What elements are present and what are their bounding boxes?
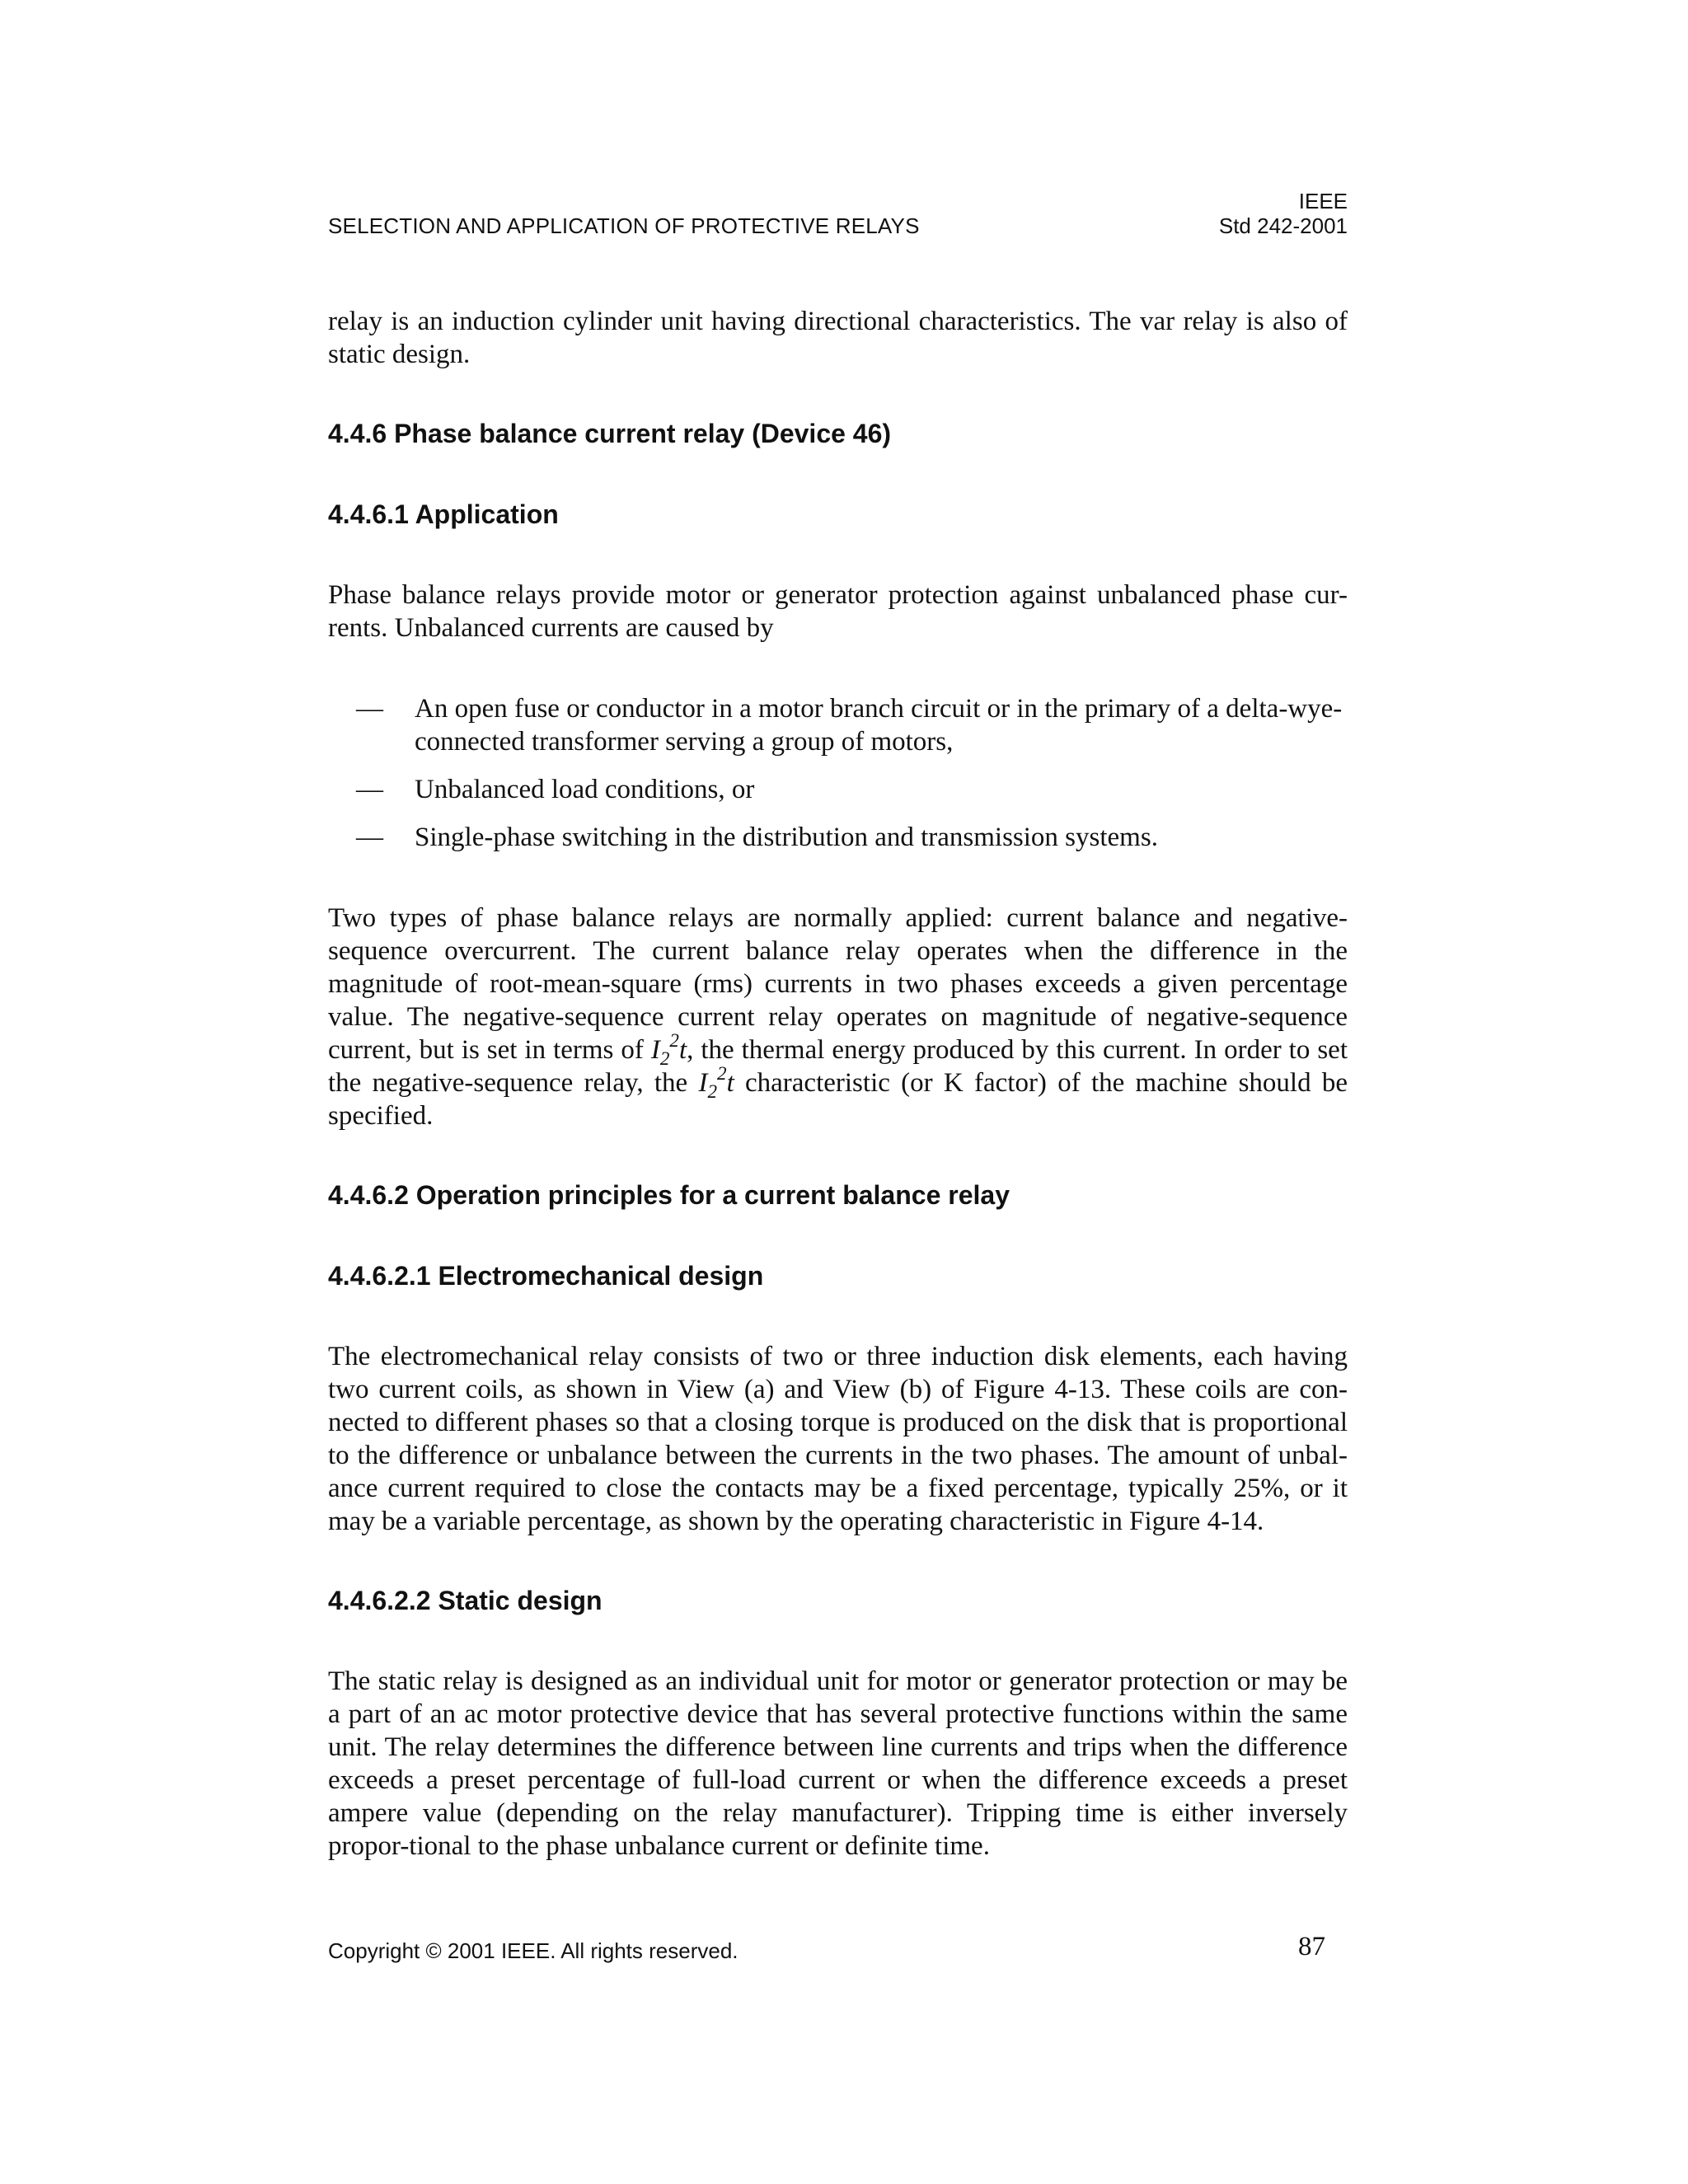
list-item (328, 773, 1348, 806)
application-paragraph: Phase balance relays provide motor or generator protection against unbalanced phase cur-rents. Unbalanced currents are caused by (328, 580, 1348, 643)
list-item-text: An open fuse or conductor in a motor branch circuit or in the primary of a delta-wye-connected transformer serving a group of motors, (415, 694, 1343, 757)
i2t-formula: $I_2^2t$ (650, 1029, 687, 1069)
section-4-4-6-heading: 4.4.6 Phase balance current relay (Device 46) (328, 419, 892, 448)
relay-types-text-a: Two types of phase balance relays are normally applied: current balance and negative-sequence overcurrent. The current balance relay operates when the difference in the magnitude of root-mean-square (rms) currents in two phases exceeds a given percentage value. The negative-sequence current relay operates on magnitude of negative-sequence current, but is set in terms of (328, 903, 1348, 1065)
bullet-dash: — (356, 775, 383, 804)
section-4-4-6-1-heading: 4.4.6.1 Application (328, 499, 559, 529)
section-4-4-6-2-2-heading: 4.4.6.2.2 Static design (328, 1586, 603, 1615)
intro-paragraph: relay is an induction cylinder unit having directional characteristics. The var relay is also of static design. (328, 307, 1348, 369)
relay-types-text-b: , the thermal energy produced by this current. In order to set the negative-sequence relay, the (328, 1035, 1348, 1098)
section-4-4-6-2-1-heading: 4.4.6.2.1 Electromechanical design (328, 1261, 764, 1291)
header-std-number: Std 242-2001 (1218, 213, 1348, 238)
header-org: IEEE (1298, 189, 1348, 213)
running-header-title: SELECTION AND APPLICATION OF PROTECTIVE RELAYS (328, 213, 920, 238)
list-item-text: Unbalanced load conditions, or (415, 775, 755, 804)
cause-list (328, 692, 1348, 854)
i2t-formula: $I_2^2t$ (698, 1062, 734, 1102)
relay-types-paragraph (328, 902, 1348, 1132)
copyright-notice: Copyright © 2001 IEEE. All rights reserved. (328, 1938, 738, 1963)
bullet-dash: — (356, 823, 383, 852)
list-item (328, 821, 1348, 854)
list-item (328, 692, 1348, 758)
section-4-4-6-2-heading: 4.4.6.2 Operation principles for a current balance relay (328, 1180, 1010, 1210)
relay-types-text-c: characteristic (or K factor) of the machine should be specified. (328, 1068, 1348, 1131)
page-number: 87 (1298, 1932, 1325, 1961)
electromechanical-paragraph: The electromechanical relay consists of two or three induction disk elements, each having two current coils, as shown in View (a) and View (b) of Figure 4-13. These coils are con-nected to different phases so that a closing torque is produced on the disk that is proportional to the difference or unbalance between the currents in the two phases. The amount of unbal-ance current required to close the contacts may be a fixed percentage, typically 25%, or it may be a variable percentage, as shown by the operating characteristic in Figure 4-14. (328, 1342, 1348, 1536)
static-design-paragraph: The static relay is designed as an individual unit for motor or generator protection or may be a part of an ac motor protective device that has several protective functions within the same unit. The relay determines the difference between line currents and trips when the difference exceeds a preset percentage of full-load current or when the difference exceeds a preset ampere value (depending on the relay manufacturer). Tripping time is either inversely propor-tional to the phase unbalance current or definite time. (328, 1666, 1348, 1861)
bullet-dash: — (356, 694, 383, 724)
running-header-standard (1170, 189, 1348, 238)
list-item-text: Single-phase switching in the distribution and transmission systems. (415, 823, 1158, 852)
main-text (328, 305, 1348, 1863)
